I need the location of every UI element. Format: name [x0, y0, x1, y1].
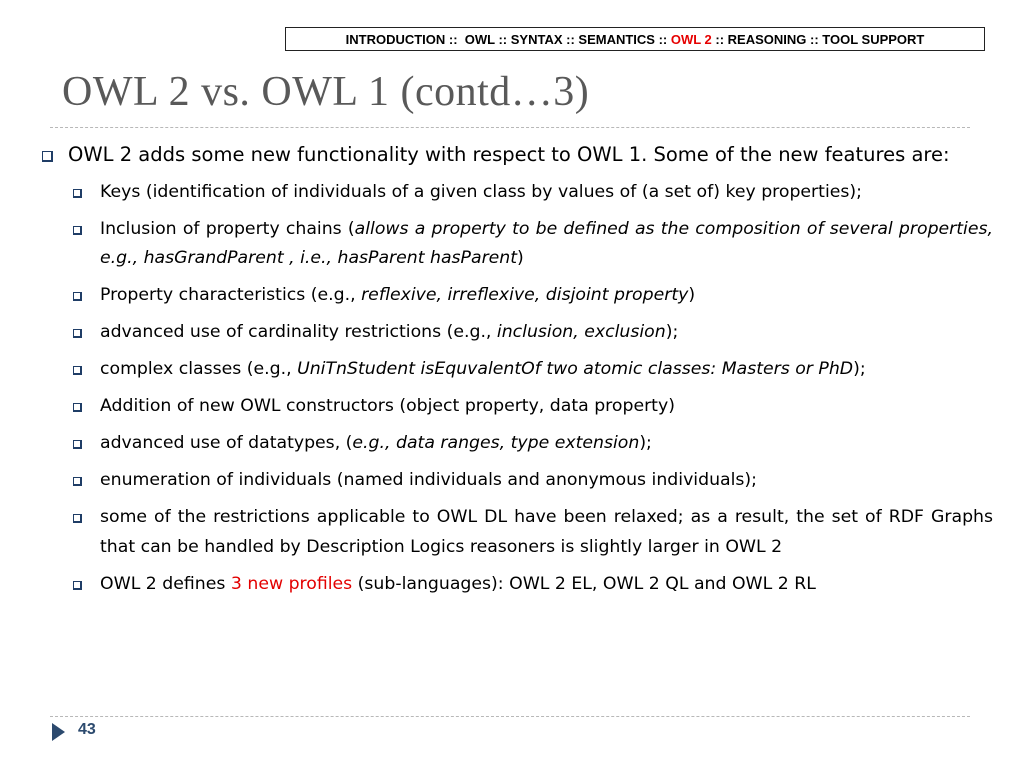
bullet-text: ) — [688, 285, 696, 305]
main-bullet — [40, 140, 993, 170]
slide-content — [40, 140, 993, 599]
nav-suffix: :: REASONING :: TOOL SUPPORT — [711, 31, 925, 47]
bullet-text: advanced use of cardinality restrictions (e.g., — [100, 322, 497, 342]
sub-bullet-item — [100, 178, 993, 208]
square-bullet-icon — [73, 226, 82, 235]
bullet-text: ); — [639, 433, 652, 453]
footer-divider — [50, 716, 970, 717]
bullet-text: enumeration of individuals (named individuals and anonymous individuals); — [100, 470, 757, 490]
bullet-text: ) — [517, 248, 524, 268]
bullet-text: ); — [853, 359, 866, 379]
bullet-text: complex classes (e.g., — [100, 359, 298, 379]
nav-current-section: OWL 2 — [670, 31, 712, 47]
sub-bullet-item — [100, 392, 993, 422]
bullet-text: Keys (identification of individuals of a given class by values of (a set of) key properties); — [100, 181, 862, 202]
triangle-right-icon — [52, 723, 65, 741]
square-bullet-icon — [42, 151, 53, 162]
italic-text: UniTnStudent isEquvalentOf two atomic classes: Masters or PhD — [297, 359, 854, 379]
bullet-text: Property characteristics (e.g., — [100, 285, 362, 305]
bullet-text: (sub-languages): OWL 2 EL, OWL 2 QL and OWL 2 RL — [352, 573, 816, 594]
sub-bullet-item — [100, 466, 993, 496]
title-divider — [50, 127, 970, 128]
square-bullet-icon — [73, 329, 82, 338]
nav-prefix: INTRODUCTION :: OWL :: SYNTAX :: SEMANTICS :: — [345, 31, 671, 47]
page-number: 43 — [78, 721, 96, 738]
bullet-text: ); — [665, 322, 679, 342]
italic-text: allows a property to be defined as the composition of several properties, e.g., hasGrandParent , i.e., hasParent hasParent — [100, 218, 993, 268]
square-bullet-icon — [73, 292, 82, 301]
main-bullet-text: OWL 2 adds some new functionality with respect to OWL 1. Some of the new features are: — [68, 143, 950, 166]
italic-text: inclusion, exclusion — [496, 322, 666, 342]
bullet-text: Addition of new OWL constructors (object property, data property) — [100, 396, 675, 416]
square-bullet-icon — [73, 581, 82, 590]
sub-bullet-item — [100, 570, 993, 600]
sub-bullet-item — [100, 355, 993, 385]
sub-bullet-list — [40, 178, 993, 600]
sub-bullet-item — [100, 215, 993, 274]
square-bullet-icon — [73, 477, 82, 486]
slide-title: OWL 2 vs. OWL 1 (contd…3) — [62, 69, 590, 115]
italic-text: e.g., data ranges, type extension — [352, 433, 640, 453]
square-bullet-icon — [73, 440, 82, 449]
bullet-text: some of the restrictions applicable to OWL DL have been relaxed; as a result, the set of RDF Graphs that can be handled by Description Logics reasoners is slightly larger in OWL 2 — [100, 507, 993, 557]
bullet-text: Inclusion of property chains ( — [100, 218, 355, 239]
sub-bullet-item — [100, 318, 993, 348]
square-bullet-icon — [73, 514, 82, 523]
square-bullet-icon — [73, 189, 82, 198]
section-navigation-bar — [285, 27, 985, 51]
bullet-text: advanced use of datatypes, ( — [100, 433, 353, 453]
sub-bullet-item — [100, 281, 993, 311]
sub-bullet-item — [100, 503, 993, 562]
square-bullet-icon — [73, 403, 82, 412]
highlighted-text: 3 new profiles — [230, 573, 353, 594]
bullet-text: OWL 2 defines — [100, 573, 231, 594]
sub-bullet-item — [100, 429, 993, 459]
italic-text: reflexive, irreflexive, disjoint property — [361, 285, 689, 305]
square-bullet-icon — [73, 366, 82, 375]
